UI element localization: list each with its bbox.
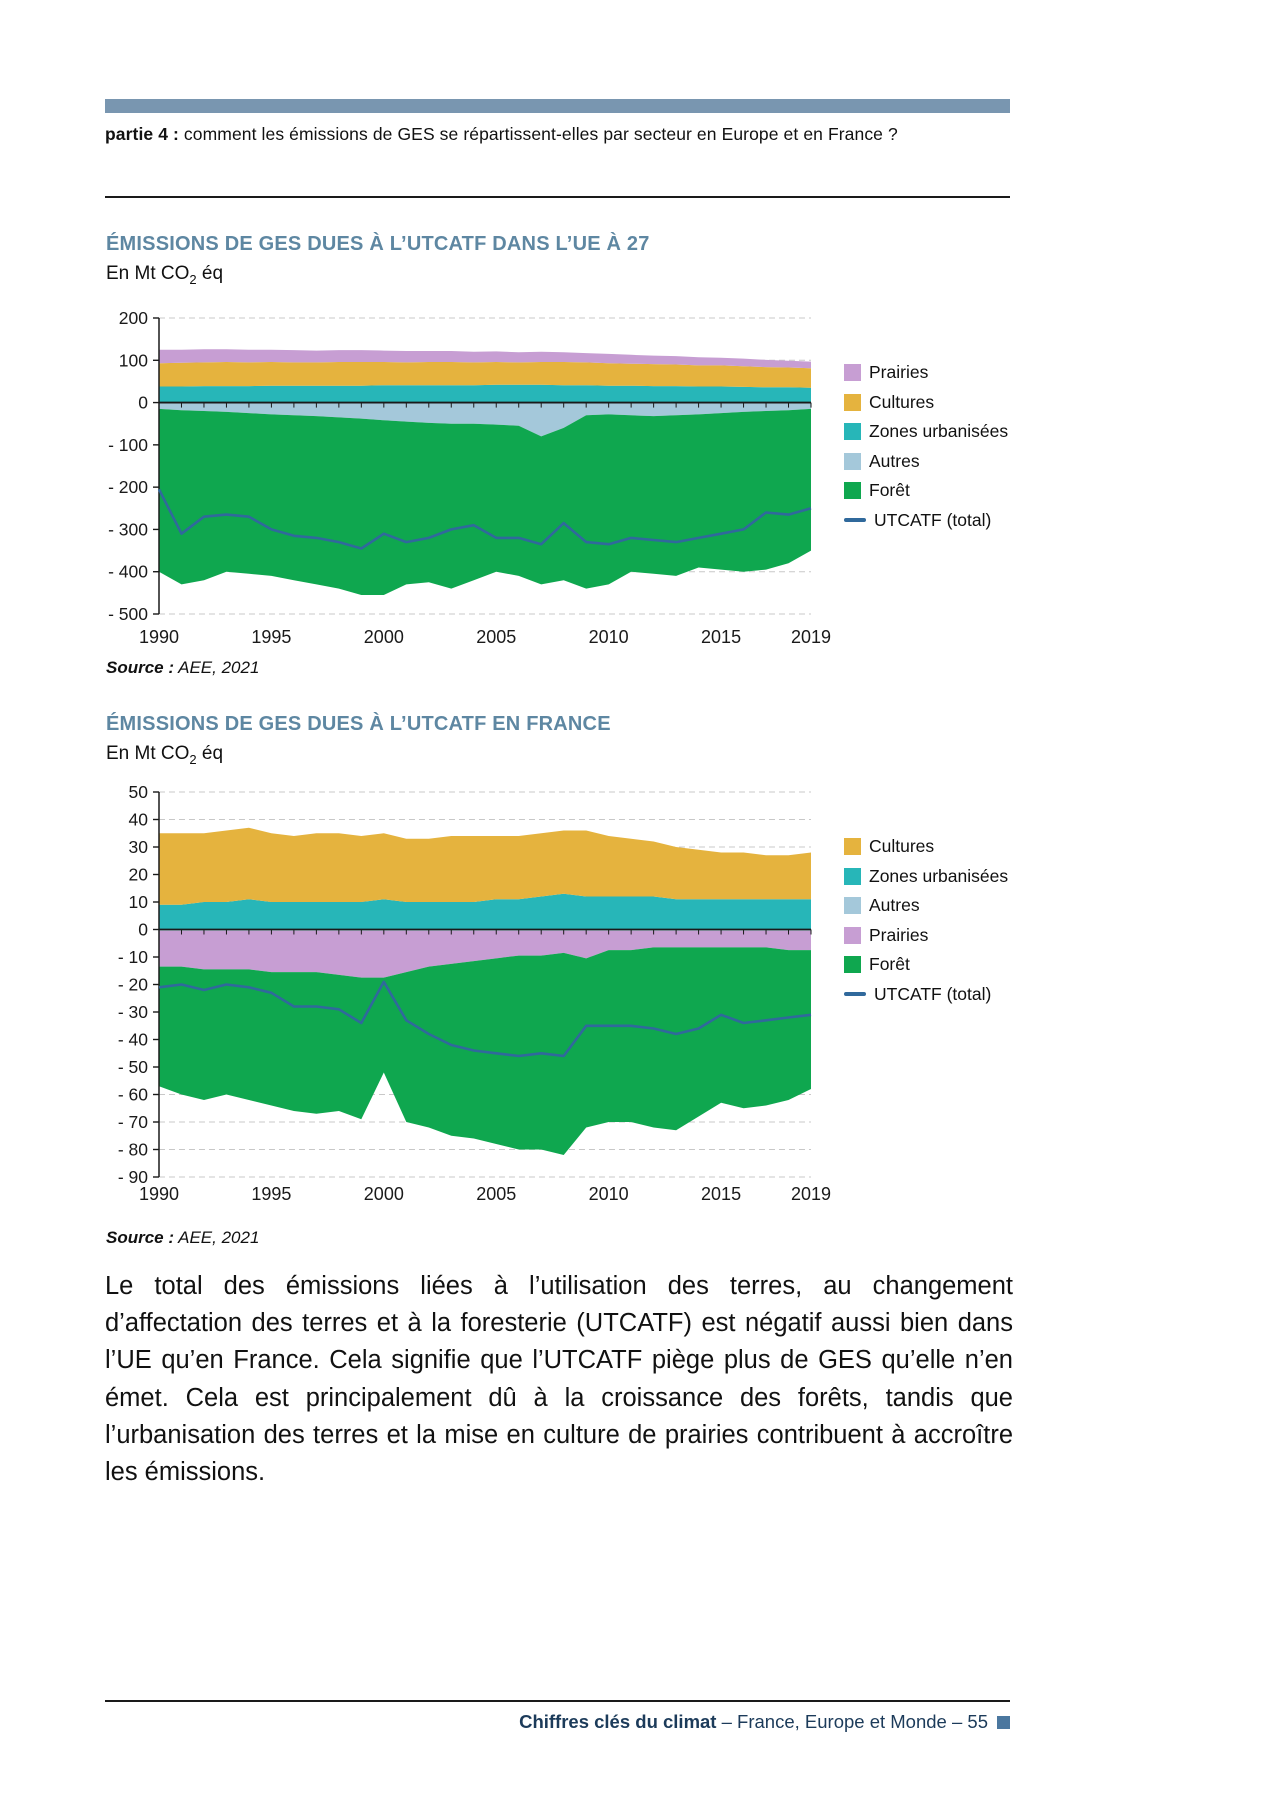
- legend-label: Zones urbanisées: [869, 421, 1009, 441]
- chart-fr-plot: [105, 776, 837, 1214]
- legend-item-prairies: [844, 925, 1008, 946]
- source-value: AEE, 2021: [174, 1228, 260, 1247]
- legend-item-prairies: [844, 362, 1008, 383]
- legend-label: Cultures: [869, 836, 935, 856]
- chart-eu-title: ÉMISSIONS DE GES DUES À L’UTCATF DANS L’UE À 27: [106, 233, 650, 255]
- legend-item-zones-urbanis-es: [844, 866, 1008, 887]
- legend-color-swatch-icon: [844, 364, 861, 381]
- legend-label: UTCATF (total): [874, 983, 992, 1004]
- svg-text:2015: 2015: [701, 1184, 742, 1204]
- footer-square-icon: [997, 1716, 1010, 1729]
- svg-text:1990: 1990: [138, 627, 180, 647]
- svg-text:- 90: - 90: [117, 1167, 148, 1187]
- svg-text:- 100: - 100: [108, 434, 148, 455]
- svg-text:- 30: - 30: [117, 1002, 148, 1022]
- legend-color-swatch-icon: [844, 482, 861, 499]
- legend-item-autres: [844, 895, 1008, 916]
- unit-suffix: éq: [196, 743, 224, 764]
- chart-fr-title: ÉMISSIONS DE GES DUES À L’UTCATF EN FRANCE: [106, 713, 611, 735]
- header-divider: [105, 196, 1010, 198]
- svg-text:2005: 2005: [476, 627, 517, 647]
- svg-text:- 50: - 50: [117, 1057, 148, 1077]
- svg-text:- 70: - 70: [117, 1112, 148, 1132]
- chart-eu-source: [106, 658, 259, 678]
- part-question: comment les émissions de GES se répartissent-elles par secteur en Europe et en France ?: [183, 124, 898, 144]
- legend-color-swatch-icon: [844, 423, 861, 440]
- legend-label: Autres: [869, 895, 920, 915]
- legend-color-swatch-icon: [844, 453, 861, 470]
- legend-color-swatch-icon: [844, 868, 861, 885]
- svg-text:- 60: - 60: [117, 1084, 148, 1105]
- svg-text:0: 0: [138, 392, 148, 413]
- header-band: [105, 99, 1010, 113]
- footer-divider: [105, 1700, 1010, 1702]
- legend-item-for-t: [844, 480, 1008, 501]
- unit-prefix: En Mt CO: [106, 743, 190, 764]
- chart-fr-unit: [106, 743, 223, 767]
- footer: [105, 1711, 1010, 1733]
- unit-prefix: En Mt CO: [106, 263, 190, 284]
- source-value: AEE, 2021: [174, 658, 260, 677]
- legend-label: Zones urbanisées: [869, 865, 1009, 886]
- svg-text:0: 0: [138, 919, 148, 940]
- legend-label: Prairies: [869, 924, 929, 945]
- svg-text:2000: 2000: [363, 1184, 404, 1204]
- svg-text:2015: 2015: [701, 627, 742, 647]
- svg-text:- 10: - 10: [117, 947, 148, 967]
- svg-text:100: 100: [118, 350, 148, 371]
- svg-text:- 300: - 300: [108, 519, 148, 540]
- legend-color-swatch-icon: [844, 838, 861, 855]
- svg-text:- 500: - 500: [108, 604, 148, 624]
- part-label: partie 4 :: [105, 124, 184, 144]
- svg-text:- 20: - 20: [117, 974, 148, 995]
- source-label: Source :: [106, 1228, 175, 1247]
- chart-fr-source: [106, 1228, 259, 1248]
- legend-label: Forêt: [869, 954, 910, 974]
- legend-label: Forêt: [869, 480, 910, 500]
- footer-rest: – France, Europe et Monde – 55: [716, 1711, 988, 1732]
- legend-item-utcatf-total-: [844, 984, 1008, 1005]
- chart-eu-legend: [844, 362, 1008, 531]
- svg-text:50: 50: [128, 782, 148, 802]
- svg-text:- 40: - 40: [117, 1029, 148, 1050]
- unit-subscript: 2: [189, 751, 197, 767]
- footer-title: Chiffres clés du climat: [519, 1711, 717, 1732]
- legend-item-utcatf-total-: [844, 510, 1008, 531]
- chart-eu-unit: [106, 263, 223, 287]
- svg-text:1990: 1990: [138, 1184, 180, 1204]
- svg-text:20: 20: [128, 864, 148, 885]
- legend-line-swatch-icon: [844, 992, 866, 996]
- svg-text:2019: 2019: [790, 1184, 832, 1204]
- unit-suffix: éq: [196, 263, 224, 284]
- legend-item-for-t: [844, 954, 1008, 975]
- svg-text:1995: 1995: [251, 627, 292, 647]
- svg-text:1995: 1995: [251, 1184, 292, 1204]
- legend-item-cultures: [844, 392, 1008, 413]
- legend-label: Cultures: [869, 391, 935, 412]
- legend-color-swatch-icon: [844, 927, 861, 944]
- svg-text:- 80: - 80: [117, 1139, 148, 1160]
- legend-label: UTCATF (total): [874, 509, 992, 530]
- legend-label: Autres: [869, 450, 920, 471]
- legend-color-swatch-icon: [844, 956, 861, 973]
- svg-text:2005: 2005: [476, 1184, 517, 1204]
- svg-text:2000: 2000: [363, 627, 404, 647]
- svg-text:2019: 2019: [790, 627, 832, 647]
- svg-text:2010: 2010: [588, 627, 629, 647]
- svg-text:2010: 2010: [588, 1184, 629, 1204]
- legend-color-swatch-icon: [844, 394, 861, 411]
- source-label: Source :: [106, 658, 175, 677]
- svg-text:10: 10: [128, 892, 148, 912]
- legend-line-swatch-icon: [844, 518, 866, 522]
- chart-fr-legend: [844, 836, 1008, 1005]
- svg-text:30: 30: [128, 837, 148, 857]
- unit-subscript: 2: [189, 271, 197, 287]
- page-header: [105, 124, 898, 145]
- legend-label: Prairies: [869, 362, 929, 382]
- svg-text:- 200: - 200: [108, 477, 148, 498]
- legend-item-cultures: [844, 836, 1008, 857]
- svg-text:200: 200: [118, 308, 148, 328]
- svg-text:40: 40: [128, 809, 148, 830]
- legend-color-swatch-icon: [844, 897, 861, 914]
- legend-item-autres: [844, 451, 1008, 472]
- svg-text:- 400: - 400: [108, 561, 148, 582]
- chart-eu-plot: [105, 298, 837, 652]
- body-paragraph: Le total des émissions liées à l’utilisation des terres, au changement d’affectation des terres et à la foresterie (UTCATF) est négatif aussi bien dans l’UE qu’en France. Cela signifie que l’UTCATF piège plus de GES qu’elle n’en émet. Cela est principalement dû à la croissance des forêts, tandis que l’urbanisation des terres et la mise en culture de prairies contribuent à accroître les émissions.: [105, 1272, 1013, 1487]
- legend-item-zones-urbanis-es: [844, 421, 1008, 442]
